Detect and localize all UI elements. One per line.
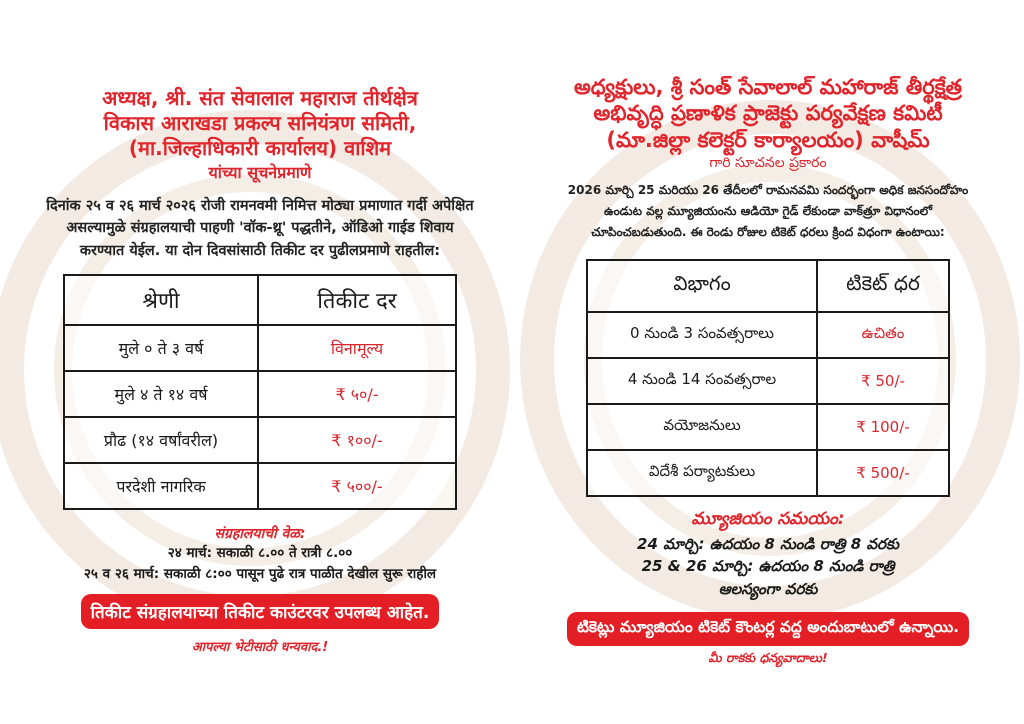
table-row bbox=[587, 404, 949, 450]
table-cell-price: विनामूल्य bbox=[258, 325, 456, 371]
telugu-heading-line1: అధ్యక్షులు, శ్రీ సంత్ సేవాలాల్ మహారాజ్ తీర్థక్షేత్ర bbox=[573, 75, 963, 99]
telugu-ticket-banner: టికెట్లు మ్యూజియం టికెట్ కౌంటర్ల వద్ద అందుబాటులో ఉన్నాయి. bbox=[567, 612, 969, 646]
table-row bbox=[587, 358, 949, 404]
table-cell-price: ₹ १००/- bbox=[258, 417, 456, 463]
table-row bbox=[64, 371, 456, 417]
telugu-heading-line2: అభివృద్ధి ప్రణాళిక ప్రాజెక్టు పర్యవేక్షణ కమిటీ bbox=[593, 101, 943, 126]
telugu-heading-line3: (మా.జిల్లా కలెక్టర్ కార్యాలయం) వాషీమ్ bbox=[606, 127, 930, 152]
table-cell-category: मुले ० ते ३ वर्ष bbox=[64, 325, 258, 371]
telugu-timing-line1: 24 మార్చి: ఉదయం 8 నుండి రాత్రి 8 వరకు bbox=[637, 534, 899, 553]
table-cell-category: परदेशी नागरिक bbox=[64, 463, 258, 509]
table-cell-category: मुले ४ ते १४ वर्ष bbox=[64, 371, 258, 417]
table-cell-category: 0 నుండి 3 సంవత్సరాలు bbox=[587, 312, 817, 358]
marathi-notice bbox=[10, 0, 510, 655]
table-row bbox=[64, 417, 456, 463]
table-cell-price: ₹ 100/- bbox=[817, 404, 949, 450]
marathi-heading-line2: विकास आराखडा प्रकल्प सनियंत्रण समिती, bbox=[103, 111, 417, 135]
marathi-timing-heading: संग्रहालयाची वेळ: bbox=[214, 526, 306, 543]
table-header-category: श्रेणी bbox=[64, 275, 258, 325]
table-cell-category: प्रौढ (१४ वर्षांवरील) bbox=[64, 417, 258, 463]
table-header-price: టికెట్ ధర bbox=[817, 260, 949, 312]
table-row bbox=[64, 325, 456, 371]
table-cell-price: ₹ 500/- bbox=[817, 450, 949, 496]
telugu-heading-line4: గారి సూచనల ప్రకారం bbox=[709, 154, 827, 171]
table-row bbox=[587, 450, 949, 496]
table-cell-price: ₹ ५०/- bbox=[258, 371, 456, 417]
marathi-heading-line1: अध्यक्ष, श्री. संत सेवालाल महाराज तीर्थक्षेत्र bbox=[102, 86, 418, 110]
telugu-notice bbox=[518, 0, 1018, 669]
table-row bbox=[64, 463, 456, 509]
table-cell-price: ₹ ५००/- bbox=[258, 463, 456, 509]
table-header-price: तिकीट दर bbox=[258, 275, 456, 325]
marathi-paragraph: दिनांक २५ व २६ मार्च २०२६ रोजी रामनवमी निमित्त मोठ्या प्रमाणात गर्दी अपेक्षित असल्यामुळे संग्रहालयाची पाहणी 'वॉक-थ्रू' पद्धतीने, ऑडिओ गाईड शिवाय करण्यात येईल. या दोन दिवसांसाठी तिकीट दर पुढीलप्रमाणे राहतील: bbox=[46, 198, 474, 259]
table-cell-price: ఉచితం bbox=[817, 312, 949, 358]
table-header-category: విభాగం bbox=[587, 260, 817, 312]
marathi-timing-line1: २४ मार्च: सकाळी ८.०० ते रात्री ८.०० bbox=[167, 545, 353, 562]
table-header-row bbox=[64, 275, 456, 325]
telugu-paragraph: 2026 మార్చి 25 మరియు 26 తేదీలలో రామనవమి సందర్భంగా అధిక జనసందోహం ఉండుట వల్ల మ్యూజియంను ఆడియో గైడ్ లేకుండా వాక్‌త్రూ విధానంలో చూపించబడుతుంది. ఈ రెండు రోజుల టికెట్ ధరలు క్రింద విధంగా ఉంటాయి: bbox=[567, 182, 969, 239]
table-header-row bbox=[587, 260, 949, 312]
telugu-timing-heading: మ్యూజియం సమయం: bbox=[691, 508, 845, 529]
marathi-heading-line3: (मा.जिल्हाधिकारी कार्यालय) वाशिम bbox=[128, 136, 392, 160]
table-cell-category: 4 నుండి 14 సంవత్సరాల bbox=[587, 358, 817, 404]
marathi-timing-line2: २५ व २६ मार्च: सकाळी ८:०० पासून पुढे रात्र पाळीत देखील सुरू राहील bbox=[83, 565, 437, 582]
telugu-ticket-table bbox=[586, 259, 950, 497]
table-cell-price: ₹ 50/- bbox=[817, 358, 949, 404]
marathi-heading-line4: यांच्या सूचनेप्रमाणे bbox=[208, 163, 312, 182]
telugu-timing-line3: ఆలస్యంగా వరకు bbox=[718, 579, 818, 598]
telugu-thanks: మీ రాకకు ధన్యవాదాలు! bbox=[708, 650, 828, 666]
marathi-thanks: आपल्या भेटीसाठी धन्यवाद.! bbox=[191, 639, 329, 655]
marathi-ticket-table bbox=[63, 274, 457, 510]
marathi-ticket-banner: तिकीट संग्रहालयाच्या तिकीट काउंटरवर उपलब्ध आहेत. bbox=[81, 594, 440, 629]
table-row bbox=[587, 312, 949, 358]
table-cell-category: విదేశీ పర్యాటకులు bbox=[587, 450, 817, 496]
table-cell-category: వయోజనులు bbox=[587, 404, 817, 450]
telugu-timing-line2: 25 & 26 మార్చి: ఉదయం 8 నుండి రాత్రి bbox=[641, 557, 895, 576]
